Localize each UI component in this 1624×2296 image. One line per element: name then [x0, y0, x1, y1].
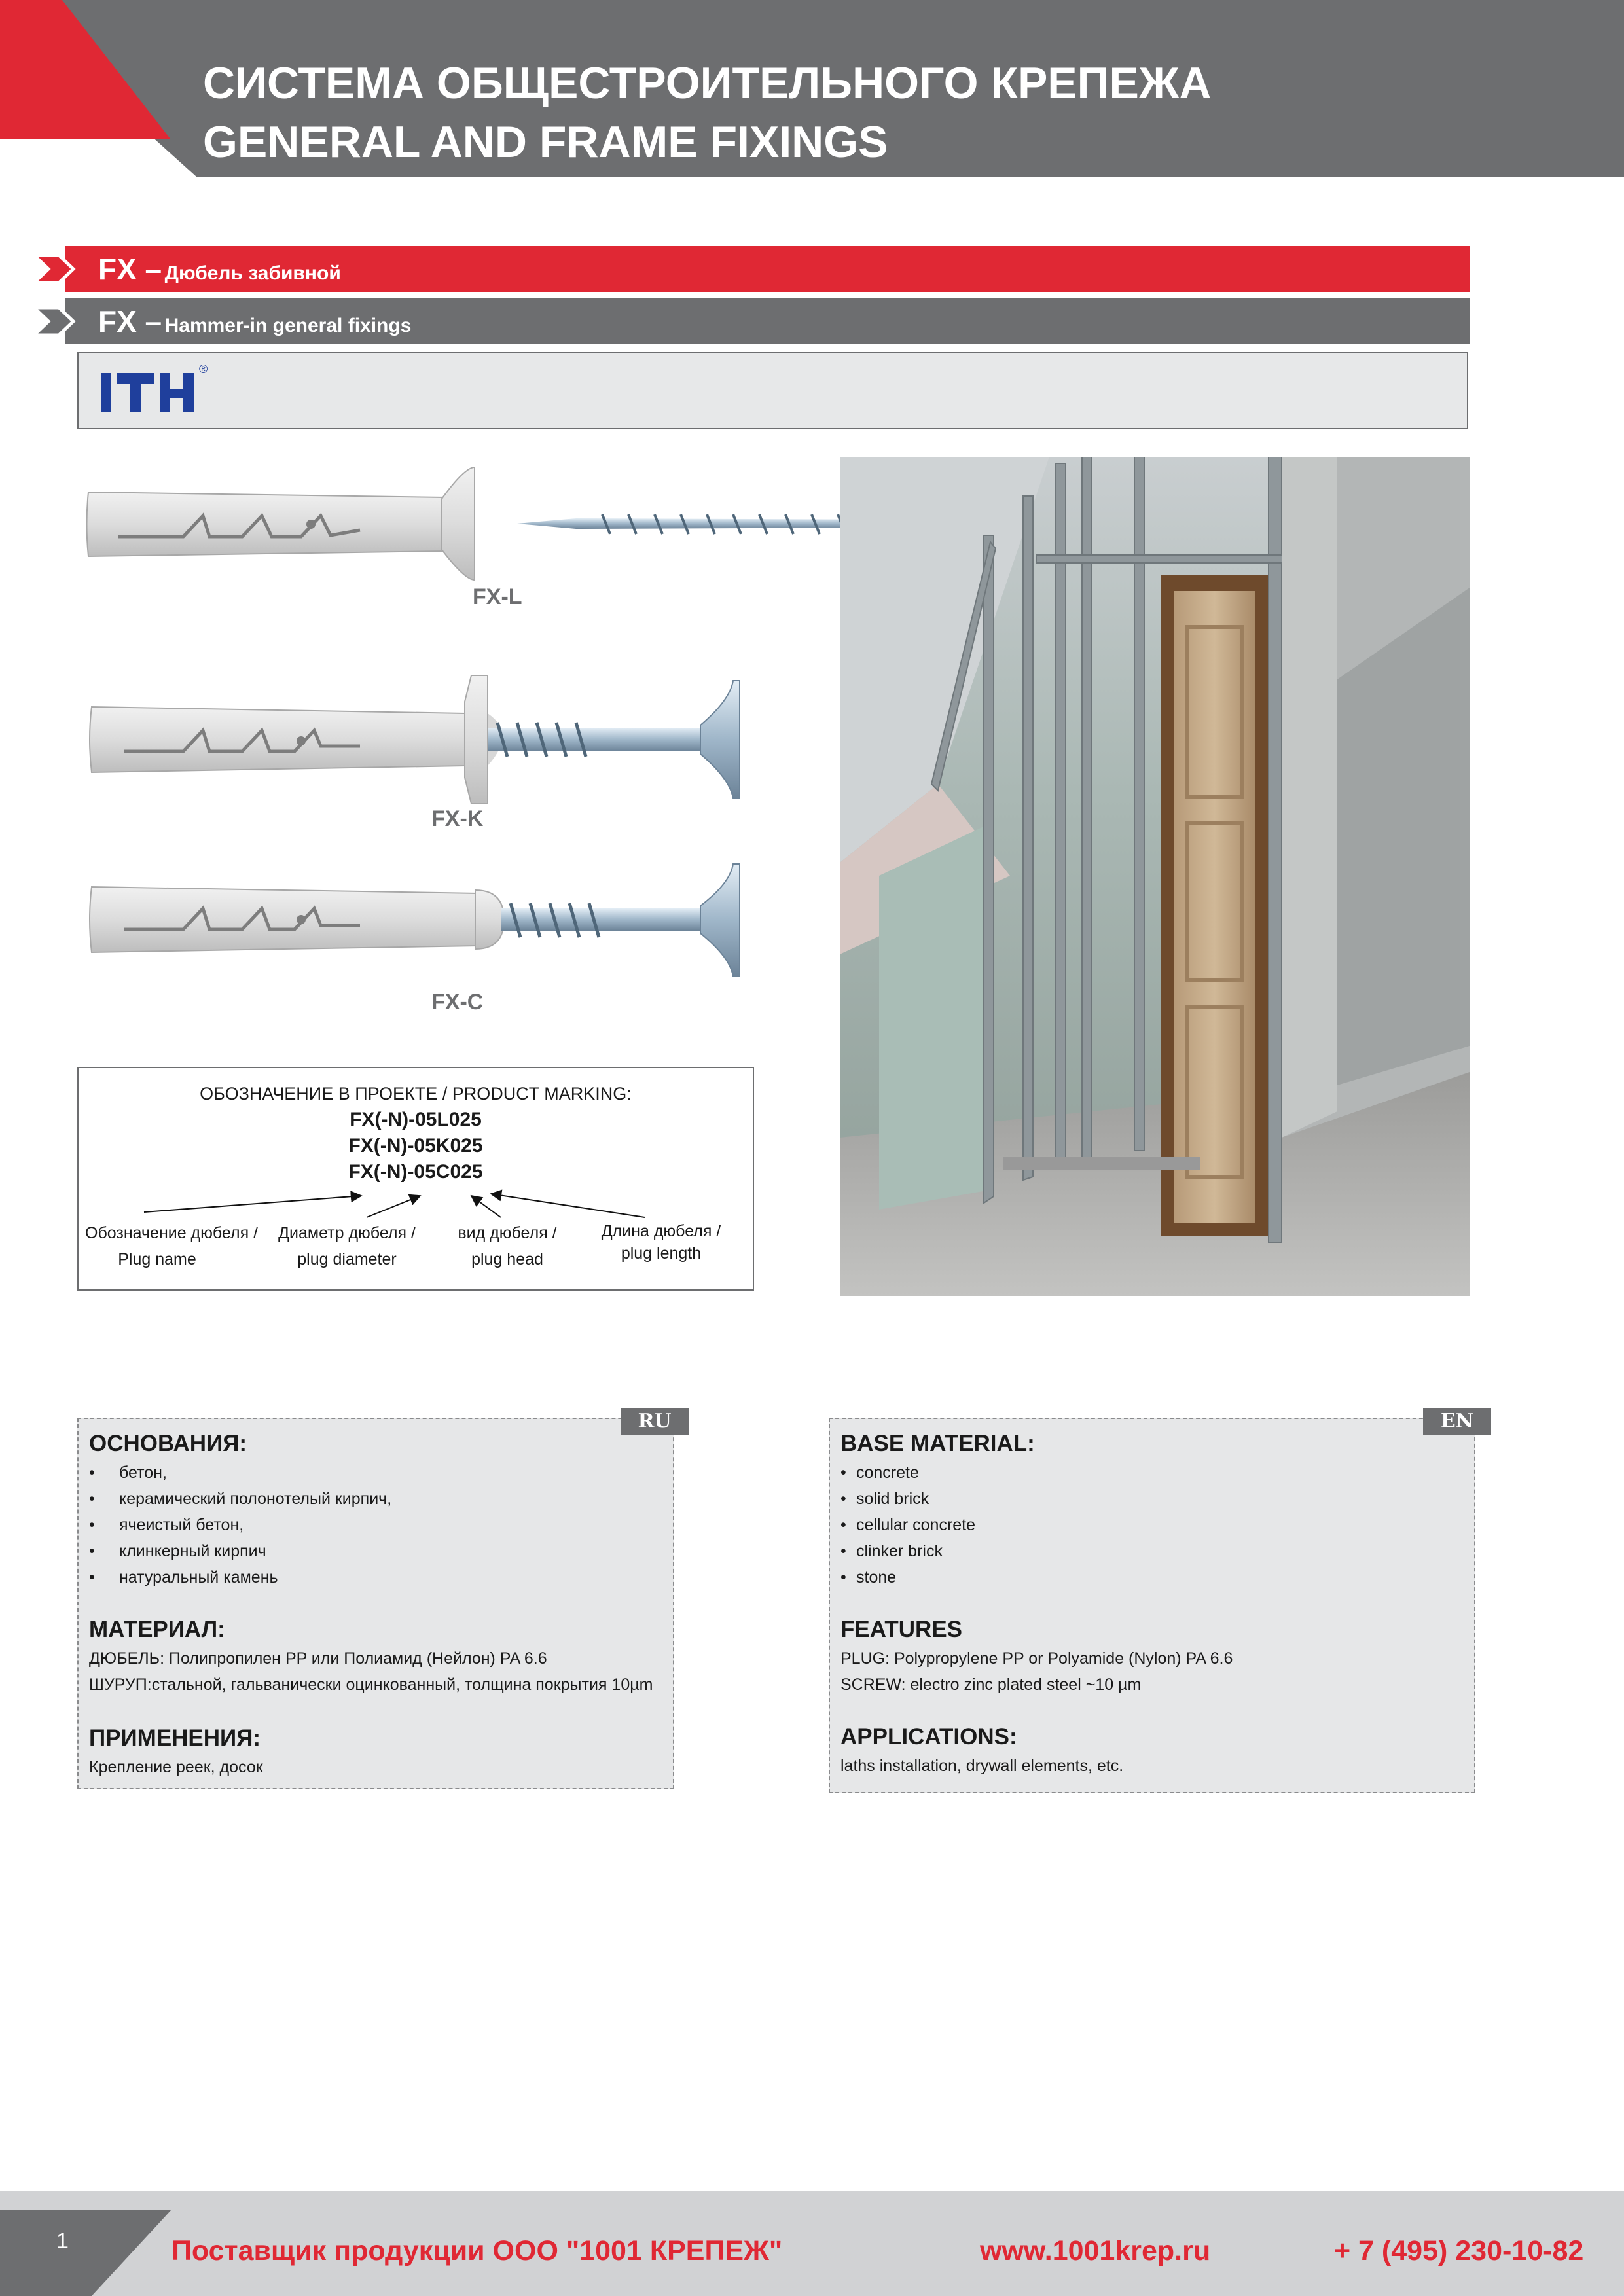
en-features-line-2: SCREW: electro zinc plated steel ~10 µm	[840, 1676, 1142, 1694]
list-item: • натуральный камень	[89, 1564, 391, 1590]
marking-code-c: FX(-N)-05C025	[348, 1161, 483, 1183]
lang-tag-ru: RU	[621, 1408, 689, 1435]
brand-box	[77, 352, 1468, 429]
en-features-line-1: PLUG: Polypropylene PP or Polyamide (Nylon) PA 6.6	[840, 1649, 1233, 1668]
marking-caption-plug-name: Обозначение дюбеля / Plug name	[85, 1224, 259, 1268]
brand-logo	[101, 369, 206, 416]
list-item: • ячеистый бетон,	[89, 1512, 391, 1538]
bar-ru-text: Дюбель забивной	[164, 262, 341, 284]
info-box-en	[829, 1410, 1475, 1793]
en-base-title: BASE MATERIAL:	[840, 1431, 1035, 1456]
ru-applications-text: Крепление реек, досок	[89, 1758, 263, 1776]
list-item: • solid brick	[840, 1486, 975, 1512]
brand-registered-mark: ®	[199, 363, 208, 376]
en-applications-title: APPLICATIONS:	[840, 1724, 1017, 1749]
header-title-ru: СИСТЕМА ОБЩЕСТРОИТЕЛЬНОГО КРЕПЕЖА	[203, 58, 1212, 108]
marking-code-k: FX(-N)-05K025	[348, 1135, 483, 1157]
ru-material-line-2: ШУРУП:стальной, гальванически оцинкованный, толщина покрытия 10µm	[89, 1676, 653, 1694]
en-base-list	[840, 1460, 975, 1590]
list-item: • concrete	[840, 1460, 975, 1486]
ru-base-list	[89, 1460, 391, 1590]
product-image-fx-c	[85, 857, 746, 982]
list-item: • керамический полонотелый кирпич,	[89, 1486, 391, 1512]
footer-phone[interactable]: + 7 (495) 230-10-82	[1334, 2235, 1584, 2267]
marking-code-l: FX(-N)-05L025	[350, 1109, 482, 1130]
en-applications-text: laths installation, drywall elements, etc.	[840, 1757, 1124, 1775]
list-item: • бетон,	[89, 1460, 391, 1486]
info-box-ru	[77, 1410, 674, 1789]
marking-caption-plug-length: Длина дюбеля / plug length	[601, 1222, 721, 1263]
footer-supplier: Поставщик продукции ООО "1001 КРЕПЕЖ"	[171, 2235, 783, 2267]
bar-en-code: FX –	[98, 304, 162, 338]
list-item: • cellular concrete	[840, 1512, 975, 1538]
chevron-icon	[34, 298, 80, 344]
marking-heading: ОБОЗНАЧЕНИЕ В ПРОЕКТЕ / PRODUCT MARKING:	[200, 1084, 632, 1103]
application-photo	[840, 457, 1470, 1296]
lang-tag-en: EN	[1423, 1408, 1491, 1435]
page-number: 1	[56, 2229, 69, 2253]
list-item: • clinker brick	[840, 1538, 975, 1564]
title-bar-ru	[65, 246, 1470, 292]
chevron-icon	[34, 246, 80, 292]
product-marking-box	[77, 1067, 754, 1291]
header-title-en: GENERAL AND FRAME FIXINGS	[203, 117, 888, 167]
product-label-fx-l: FX-L	[473, 584, 522, 609]
ru-material-line-1: ДЮБЕЛЬ: Полипропилен PP или Полиамид (Нейлон) PA 6.6	[89, 1649, 547, 1668]
marking-caption-plug-diameter: Диаметр дюбеля / plug diameter	[278, 1224, 416, 1268]
ru-applications-title: ПРИМЕНЕНИЯ:	[89, 1725, 261, 1751]
ru-base-title: ОСНОВАНИЯ:	[89, 1431, 247, 1456]
list-item: • stone	[840, 1564, 975, 1590]
product-label-fx-c: FX-C	[431, 990, 484, 1014]
bar-ru-code: FX –	[98, 252, 162, 286]
footer-website-link[interactable]: www.1001krep.ru	[980, 2235, 1211, 2267]
product-label-fx-k: FX-K	[431, 806, 484, 831]
product-image-fx-k	[85, 668, 746, 815]
bar-en-text: Hammer-in general fixings	[164, 315, 412, 336]
ru-material-title: МАТЕРИАЛ:	[89, 1617, 225, 1642]
marking-caption-plug-head: вид дюбеля / plug head	[458, 1224, 557, 1268]
list-item: • клинкерный кирпич	[89, 1538, 391, 1564]
en-features-title: FEATURES	[840, 1617, 963, 1642]
title-bar-en	[65, 298, 1470, 344]
